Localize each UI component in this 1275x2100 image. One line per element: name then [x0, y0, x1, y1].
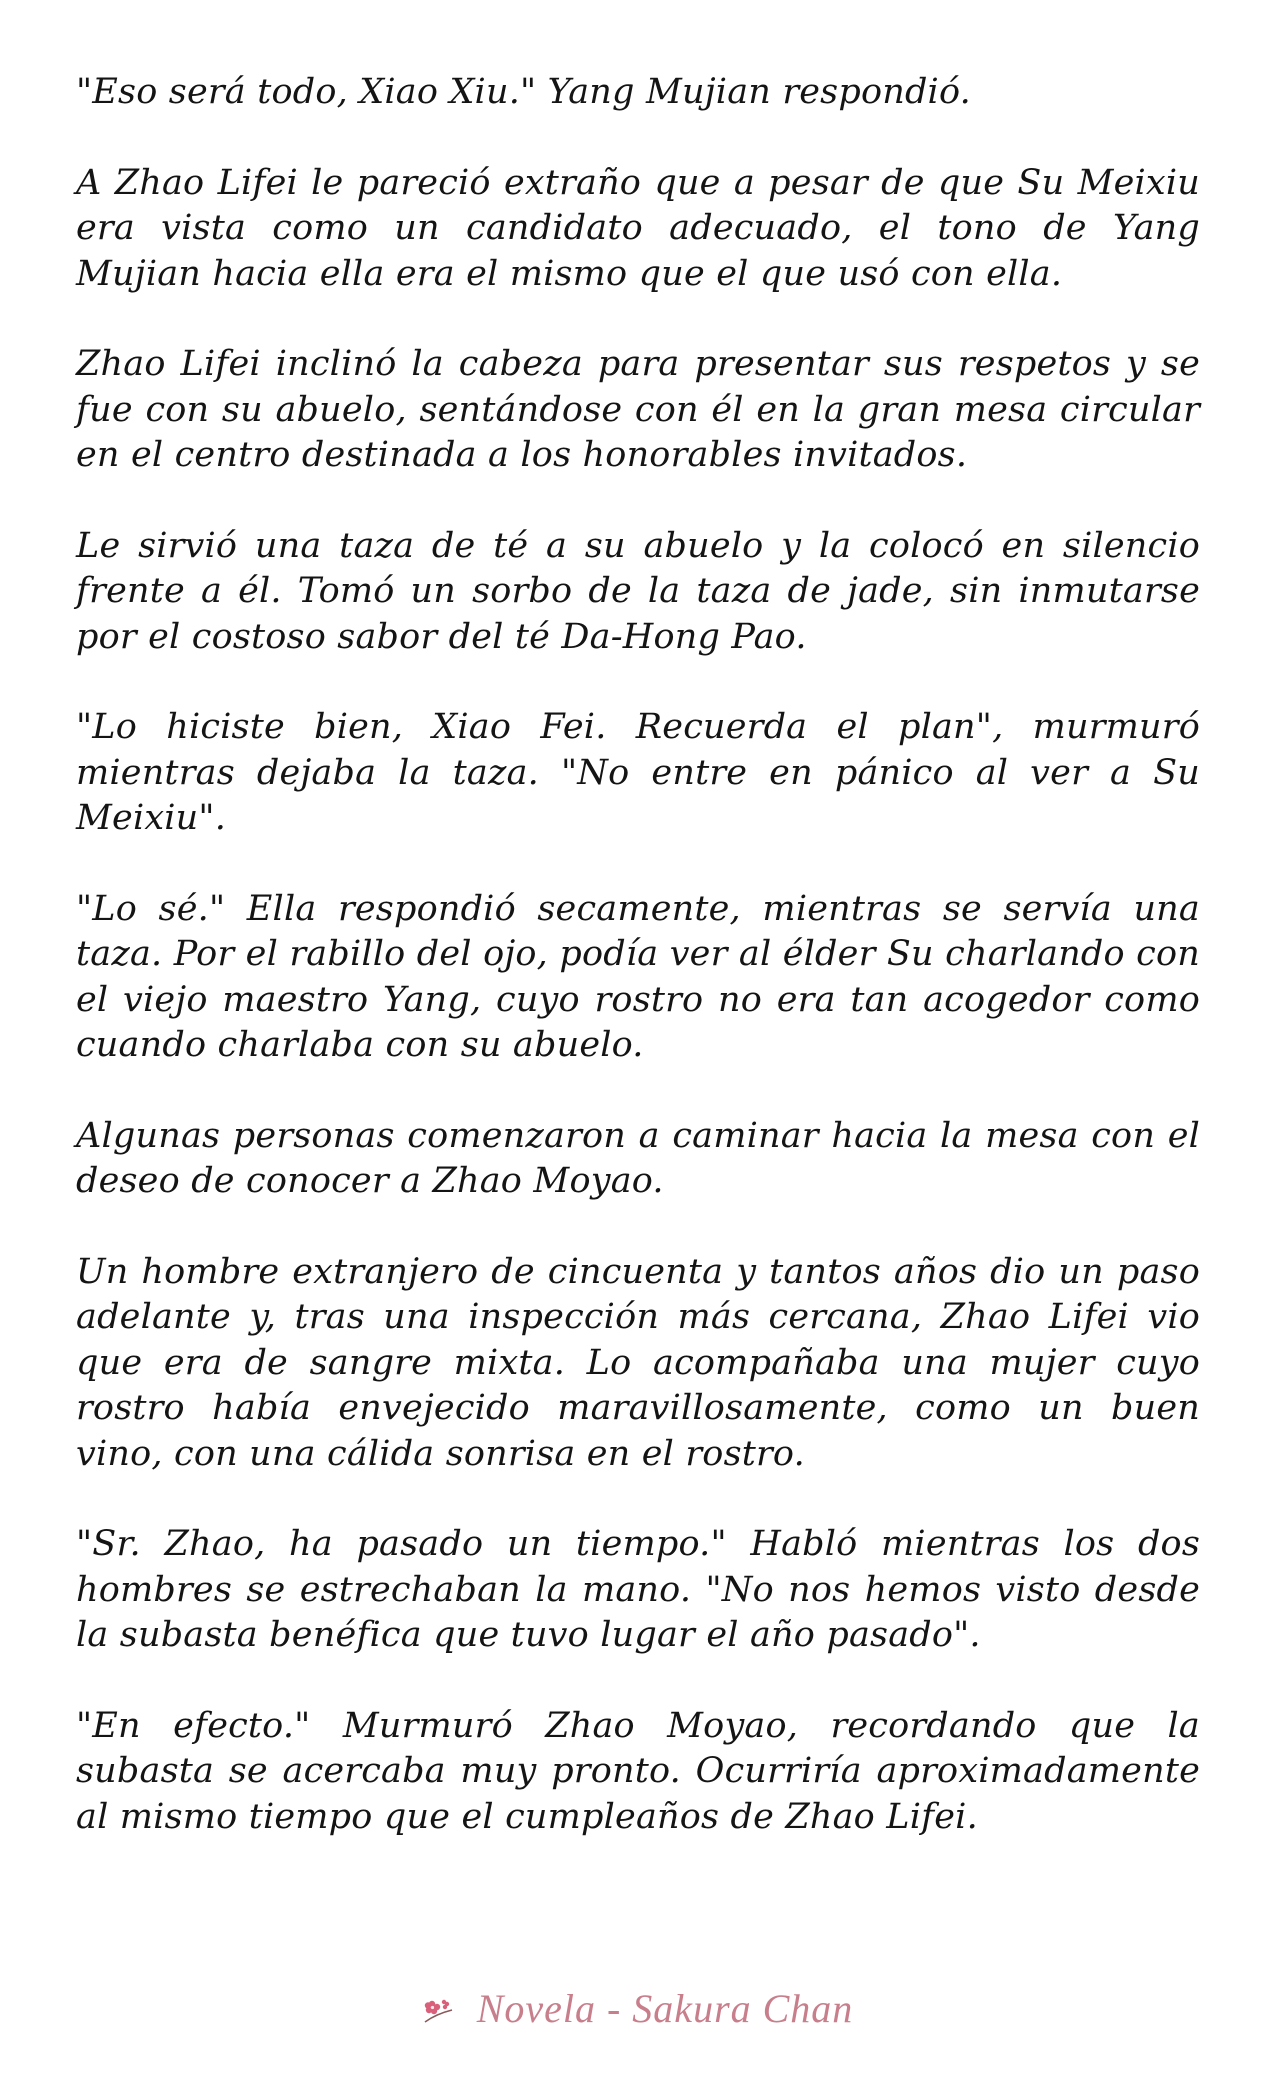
- paragraph-4: Le sirvió una taza de té a su abuelo y la colocó en silencio frente a él. Tomó un sorbo de la taza de jade, sin inmutarse por el costoso sabor del té Da-Hong Pao.: [76, 525, 1200, 657]
- paragraph-2: A Zhao Lifei le pareció extraño que a pesar de que Su Meixiu era vista como un candidato adecuado, el tono de Yang Mujian hacia ella era el mismo que el que usó con ella.: [76, 162, 1200, 294]
- paragraph-8: Un hombre extranjero de cincuenta y tantos años dio un paso adelante y, tras una inspección más cercana, Zhao Lifei vio que era de sangre mixta. Lo acompañaba una mujer cuyo rostro había envejecido maravillosamente, como un buen vino, con una cálida sonrisa en el rostro.: [76, 1251, 1200, 1474]
- paragraph-3: Zhao Lifei inclinó la cabeza para presentar sus respetos y se fue con su abuelo, sentándose con él en la gran mesa circular en el centro destinada a los honorables invitados.: [76, 344, 1200, 475]
- sakura-flower-icon: [422, 1989, 458, 2036]
- paragraph-7: Algunas personas comenzaron a caminar hacia la mesa con el deseo de conocer a Zhao Moyao.: [76, 1115, 1200, 1201]
- paragraph-6: "Lo sé." Ella respondió secamente, mientras se servía una taza. Por el rabillo del ojo, podía ver al élder Su charlando con el viejo maestro Yang, cuyo rostro no era tan acogedor como cuando charlaba con su abuelo.: [76, 888, 1200, 1065]
- paragraph-1: "Eso será todo, Xiao Xiu." Yang Mujian respondió.: [76, 72, 971, 112]
- paragraph-9: "Sr. Zhao, ha pasado un tiempo." Habló mientras los dos hombres se estrechaban la mano. "No nos hemos visto desde la subasta benéfica que tuvo lugar el año pasado".: [76, 1524, 1200, 1655]
- paragraph-10: "En efecto." Murmuró Zhao Moyao, recordando que la subasta se acercaba muy pronto. Ocurriría aproximadamente al mismo tiempo que el cumpleaños de Zhao Lifei.: [76, 1705, 1200, 1837]
- paragraph-5: "Lo hiciste bien, Xiao Fei. Recuerda el plan", murmuró mientras dejaba la taza. "No entre en pánico al ver a Su Meixiu".: [76, 707, 1200, 838]
- watermark: [0, 1985, 1275, 2036]
- chapter-text: [76, 70, 1200, 1885]
- watermark-text: Novela - Sakura Chan: [476, 1986, 854, 2031]
